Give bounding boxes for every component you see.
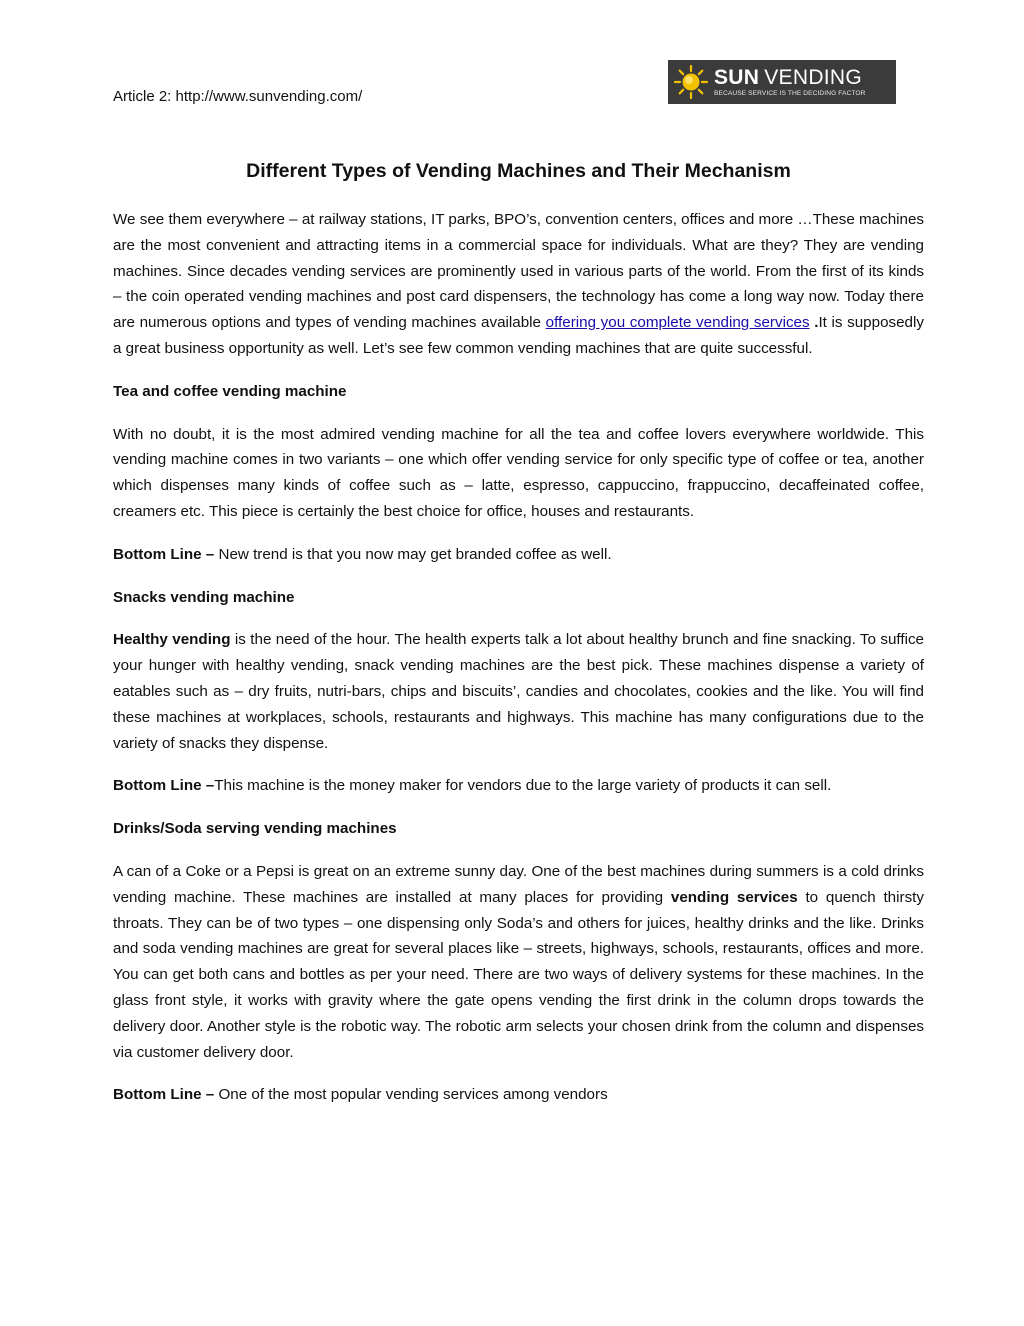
bottom-line-label: Bottom Line – [113,545,215,563]
logo-tagline: BECAUSE SERVICE IS THE DECIDING FACTOR [714,89,866,97]
logo-name-rest: VENDING [764,65,863,89]
intro-text: We see them everywhere – at railway stations, IT parks, BPO’s, convention centers, offices and more …These machines are the most convenient and attracting items in a commercial space for individuals. What are they? They are vending machines. Since decades vending services are prominently used in various parts of the world. From the first of its kinds – the coin operated vending machines and post card dispensers, the technology has come a long way now. Today there are numerous options and types of vending machines available [113,211,924,332]
section-heading-drinks: Drinks/Soda serving vending machines [113,820,397,838]
section-heading-snacks: Snacks vending machine [113,588,295,606]
section-heading-tea: Tea and coffee vending machine [113,382,347,400]
bottom-line-label: Bottom Line – [113,777,215,795]
snacks-text: is the need of the hour. The health experts talk a lot about healthy brunch and fine snacking. To suffice your hunger with healthy vending, snack vending machines are the best pick. These machines dispense a variety of eatables such as – dry fruits, nutri-bars, chips and biscuits’, candies and chocolates, cookies and the like. You will find these machines at workplaces, schools, restaurants and highways. This machine has many configurations due to the variety of snacks they dispense. [113,631,924,752]
logo-name-bold: SUN [714,65,760,89]
intro-text-after: It is supposedly a great business opportunity as well. Let’s see few common vending machines that are quite successful. [113,314,924,357]
bottom-line-text: New trend is that you now may get branded coffee as well. [214,545,612,563]
document-title: Different Types of Vending Machines and Their Mechanism [246,160,791,182]
bottom-line-snacks [113,773,924,799]
logo-text [714,67,865,98]
sun-icon [674,65,708,99]
bottom-line-tea [113,542,924,568]
section-paragraph-drinks [113,859,924,1065]
drinks-text-before: A can of a Coke or a Pepsi is great on an extreme sunny day. One of the best machines during summers is a cold drinks vending machine. These machines are installed at many places for providing [113,862,924,906]
vending-services-bold: vending services [670,888,798,906]
article-reference: Article 2: http://www.sunvending.com/ [113,88,363,105]
section-paragraph-snacks [113,627,924,756]
section-paragraph-tea: With no doubt, it is the most admired vending machine for all the tea and coffee lovers everywhere worldwide. This vending machine comes in two variants – one which offer vending service for only specific type of coffee or tea, another which dispenses many kinds of coffee such as – latte, espresso, cappuccino, frappuccino, decaffeinated coffee, creamers etc. This piece is certainly the best choice for office, houses and restaurants. [113,425,924,520]
bottom-line-label: Bottom Line – [113,1086,215,1104]
intro-period: . [814,314,819,332]
bottom-line-text: This machine is the money maker for vendors due to the large variety of products it can sell. [214,777,832,795]
vending-services-link[interactable]: offering you complete vending services [545,314,810,332]
bottom-line-text: One of the most popular vending services among vendors [214,1086,608,1104]
intro-paragraph [113,207,924,362]
logo-name [714,67,865,88]
bottom-line-drinks [113,1082,924,1108]
sun-vending-logo [668,60,896,104]
document-body [113,207,924,1125]
healthy-vending-label: Healthy vending [113,631,231,649]
drinks-text-after: to quench thirsty throats. They can be of two types – one dispensing only Soda’s and others for juices, healthy drinks and the like. Drinks and soda vending machines are great for several places like – streets, highways, schools, restaurants, offices and more. You can get both cans and bottles as per your need. There are two ways of delivery systems for these machines. In the glass front style, it works with gravity where the gate opens vending the first drink in the column drops towards the delivery door. Another style is the robotic way. The robotic arm selects your chosen drink from the column and dispenses via customer delivery door. [113,888,924,1061]
